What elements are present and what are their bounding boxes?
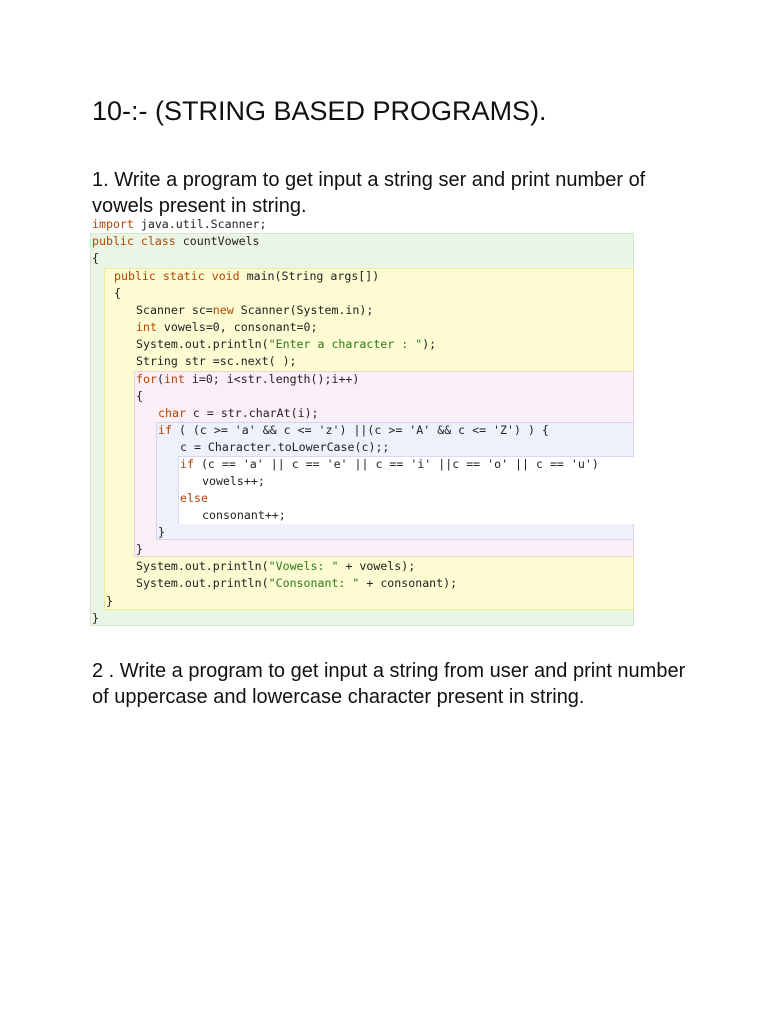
code-line: if (c == 'a' || c == 'e' || c == 'i' ||c == 'o' || c == 'u') [180, 457, 599, 471]
code-line: import java.util.Scanner; [92, 217, 267, 231]
code-line: consonant++; [202, 508, 286, 522]
code-line: } [106, 594, 113, 608]
code-line: char c = str.charAt(i); [158, 406, 319, 420]
code-block [90, 216, 634, 628]
code-line: int vowels=0, consonant=0; [136, 320, 318, 334]
code-line: { [114, 286, 121, 300]
code-line: } [92, 611, 99, 625]
page-heading: 10-:- (STRING BASED PROGRAMS). [92, 96, 547, 126]
code-line: vowels++; [202, 474, 265, 488]
code-line: for(int i=0; i<str.length();i++) [136, 372, 360, 386]
question-1: 1. Write a program to get input a string ser and print number of vowels present in string. [92, 169, 646, 217]
code-line: else [180, 491, 208, 505]
code-line: { [136, 389, 143, 403]
question-2: 2 . Write a program to get input a string from user and print number of uppercase and lowercase character present in string. [92, 660, 686, 708]
code-line: if ( (c >= 'a' && c <= 'z') ||(c >= 'A' && c <= 'Z') ) { [158, 423, 549, 437]
code-line: } [136, 542, 143, 556]
code-line: } [158, 525, 165, 539]
code-line: String str =sc.next( ); [136, 354, 297, 368]
code-line: public static void main(String args[]) [114, 269, 380, 283]
code-line: System.out.println("Consonant: " + consonant); [136, 576, 458, 590]
code-line: { [92, 251, 99, 265]
code-line: public class countVowels [92, 234, 260, 248]
code-line: Scanner sc=new Scanner(System.in); [136, 303, 374, 317]
code-line: System.out.println("Vowels: " + vowels); [136, 559, 416, 573]
code-line: c = Character.toLowerCase(c);; [180, 440, 390, 454]
code-line: System.out.println("Enter a character : "); [136, 337, 437, 351]
